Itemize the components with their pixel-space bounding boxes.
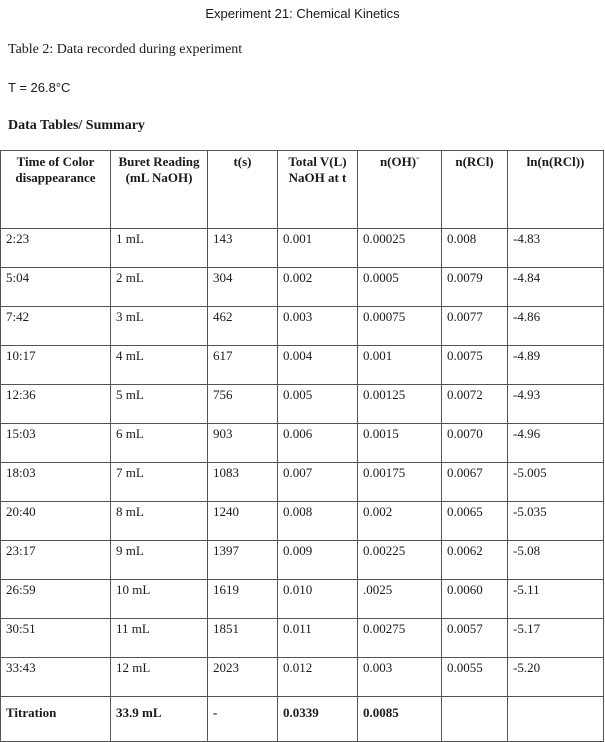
- document-header: Experiment 21: Chemical Kinetics: [205, 6, 400, 21]
- cell-volume: 0.005: [278, 385, 358, 424]
- cell-ln-nrcl: -4.93: [508, 385, 604, 424]
- cell-noh: 0.00175: [358, 463, 442, 502]
- cell-buret: 7 mL: [111, 463, 208, 502]
- cell-ln-nrcl: -4.89: [508, 346, 604, 385]
- cell-volume: 0.009: [278, 541, 358, 580]
- col-header-volume: Total V(L) NaOH at t: [278, 151, 358, 229]
- cell-nrcl: 0.0065: [442, 502, 508, 541]
- cell-time: 30:51: [1, 619, 111, 658]
- table-row: [1, 619, 604, 658]
- cell-volume: 0.004: [278, 346, 358, 385]
- cell-time: 15:03: [1, 424, 111, 463]
- cell-ts: 462: [208, 307, 278, 346]
- cell-volume: 0.003: [278, 307, 358, 346]
- cell-ln-nrcl: -4.96: [508, 424, 604, 463]
- cell-volume: 0.011: [278, 619, 358, 658]
- cell-noh: 0.0005: [358, 268, 442, 307]
- total-row: [1, 697, 604, 742]
- cell-volume: 0.006: [278, 424, 358, 463]
- table-row: [1, 541, 604, 580]
- cell-nrcl: 0.0079: [442, 268, 508, 307]
- col-header-ts: t(s): [208, 151, 278, 229]
- cell-nrcl: 0.0067: [442, 463, 508, 502]
- total-cell-time: Titration: [1, 697, 111, 742]
- col-header-time: Time of Color disappearance: [1, 151, 111, 229]
- cell-buret: 11 mL: [111, 619, 208, 658]
- total-cell-ts: -: [208, 697, 278, 742]
- cell-noh: 0.00125: [358, 385, 442, 424]
- cell-ts: 1851: [208, 619, 278, 658]
- cell-noh: .0025: [358, 580, 442, 619]
- table-row: [1, 229, 604, 268]
- total-cell-volume: 0.0339: [278, 697, 358, 742]
- cell-noh: 0.002: [358, 502, 442, 541]
- table-row: [1, 502, 604, 541]
- cell-time: 26:59: [1, 580, 111, 619]
- cell-ln-nrcl: -5.17: [508, 619, 604, 658]
- section-title: Data Tables/ Summary: [8, 118, 145, 133]
- cell-nrcl: 0.0075: [442, 346, 508, 385]
- cell-ts: 903: [208, 424, 278, 463]
- cell-time: 33:43: [1, 658, 111, 697]
- cell-nrcl: 0.008: [442, 229, 508, 268]
- total-cell-buret: 33.9 mL: [111, 697, 208, 742]
- cell-time: 18:03: [1, 463, 111, 502]
- cell-buret: 10 mL: [111, 580, 208, 619]
- data-table: [0, 150, 604, 742]
- cell-noh: 0.00075: [358, 307, 442, 346]
- cell-ts: 1619: [208, 580, 278, 619]
- cell-ts: 1240: [208, 502, 278, 541]
- col-header-noh-superscript: -: [416, 152, 420, 163]
- cell-buret: 5 mL: [111, 385, 208, 424]
- cell-time: 20:40: [1, 502, 111, 541]
- cell-noh: 0.001: [358, 346, 442, 385]
- cell-ts: 617: [208, 346, 278, 385]
- cell-nrcl: 0.0072: [442, 385, 508, 424]
- cell-volume: 0.001: [278, 229, 358, 268]
- cell-ln-nrcl: -4.83: [508, 229, 604, 268]
- cell-noh: 0.003: [358, 658, 442, 697]
- cell-ln-nrcl: -4.86: [508, 307, 604, 346]
- cell-ln-nrcl: -5.005: [508, 463, 604, 502]
- cell-nrcl: 0.0070: [442, 424, 508, 463]
- col-header-noh: [358, 151, 442, 229]
- cell-buret: 8 mL: [111, 502, 208, 541]
- table-row: [1, 463, 604, 502]
- col-header-nrcl: n(RCl): [442, 151, 508, 229]
- cell-ln-nrcl: -5.11: [508, 580, 604, 619]
- cell-volume: 0.008: [278, 502, 358, 541]
- total-cell-noh: 0.0085: [358, 697, 442, 742]
- cell-buret: 12 mL: [111, 658, 208, 697]
- cell-time: 23:17: [1, 541, 111, 580]
- temperature: [8, 80, 70, 95]
- cell-buret: 9 mL: [111, 541, 208, 580]
- table-body: [1, 229, 604, 742]
- cell-volume: 0.007: [278, 463, 358, 502]
- table-caption: Table 2: Data recorded during experiment: [8, 42, 243, 57]
- cell-ts: 304: [208, 268, 278, 307]
- cell-ln-nrcl: -5.08: [508, 541, 604, 580]
- temperature-label: T = 26.8: [8, 80, 56, 95]
- cell-nrcl: 0.0062: [442, 541, 508, 580]
- cell-nrcl: 0.0055: [442, 658, 508, 697]
- cell-volume: 0.010: [278, 580, 358, 619]
- cell-time: 5:04: [1, 268, 111, 307]
- cell-noh: 0.00225: [358, 541, 442, 580]
- table-row: [1, 424, 604, 463]
- cell-ts: 756: [208, 385, 278, 424]
- cell-ts: 1397: [208, 541, 278, 580]
- col-header-buret: Buret Reading (mL NaOH): [111, 151, 208, 229]
- col-header-ln-nrcl: ln(n(RCl)): [508, 151, 604, 229]
- cell-ln-nrcl: -5.035: [508, 502, 604, 541]
- table-row: [1, 346, 604, 385]
- cell-volume: 0.012: [278, 658, 358, 697]
- cell-buret: 4 mL: [111, 346, 208, 385]
- cell-volume: 0.002: [278, 268, 358, 307]
- cell-ts: 143: [208, 229, 278, 268]
- table-row: [1, 580, 604, 619]
- cell-ts: 1083: [208, 463, 278, 502]
- cell-ln-nrcl: -5.20: [508, 658, 604, 697]
- cell-ln-nrcl: -4.84: [508, 268, 604, 307]
- cell-time: 10:17: [1, 346, 111, 385]
- cell-noh: 0.00025: [358, 229, 442, 268]
- table-row: [1, 658, 604, 697]
- cell-buret: 1 mL: [111, 229, 208, 268]
- temperature-unit: °C: [55, 80, 71, 95]
- cell-nrcl: 0.0057: [442, 619, 508, 658]
- cell-ts: 2023: [208, 658, 278, 697]
- table-row: [1, 268, 604, 307]
- table-row: [1, 307, 604, 346]
- total-cell-ln-nrcl: [508, 697, 604, 742]
- cell-buret: 3 mL: [111, 307, 208, 346]
- cell-noh: 0.0015: [358, 424, 442, 463]
- cell-time: 12:36: [1, 385, 111, 424]
- total-cell-nrcl: [442, 697, 508, 742]
- cell-nrcl: 0.0077: [442, 307, 508, 346]
- table-row: [1, 385, 604, 424]
- cell-noh: 0.00275: [358, 619, 442, 658]
- col-header-noh-label: n(OH): [379, 154, 417, 169]
- cell-buret: 2 mL: [111, 268, 208, 307]
- header-row: [1, 151, 604, 229]
- cell-buret: 6 mL: [111, 424, 208, 463]
- cell-nrcl: 0.0060: [442, 580, 508, 619]
- cell-time: 7:42: [1, 307, 111, 346]
- cell-time: 2:23: [1, 229, 111, 268]
